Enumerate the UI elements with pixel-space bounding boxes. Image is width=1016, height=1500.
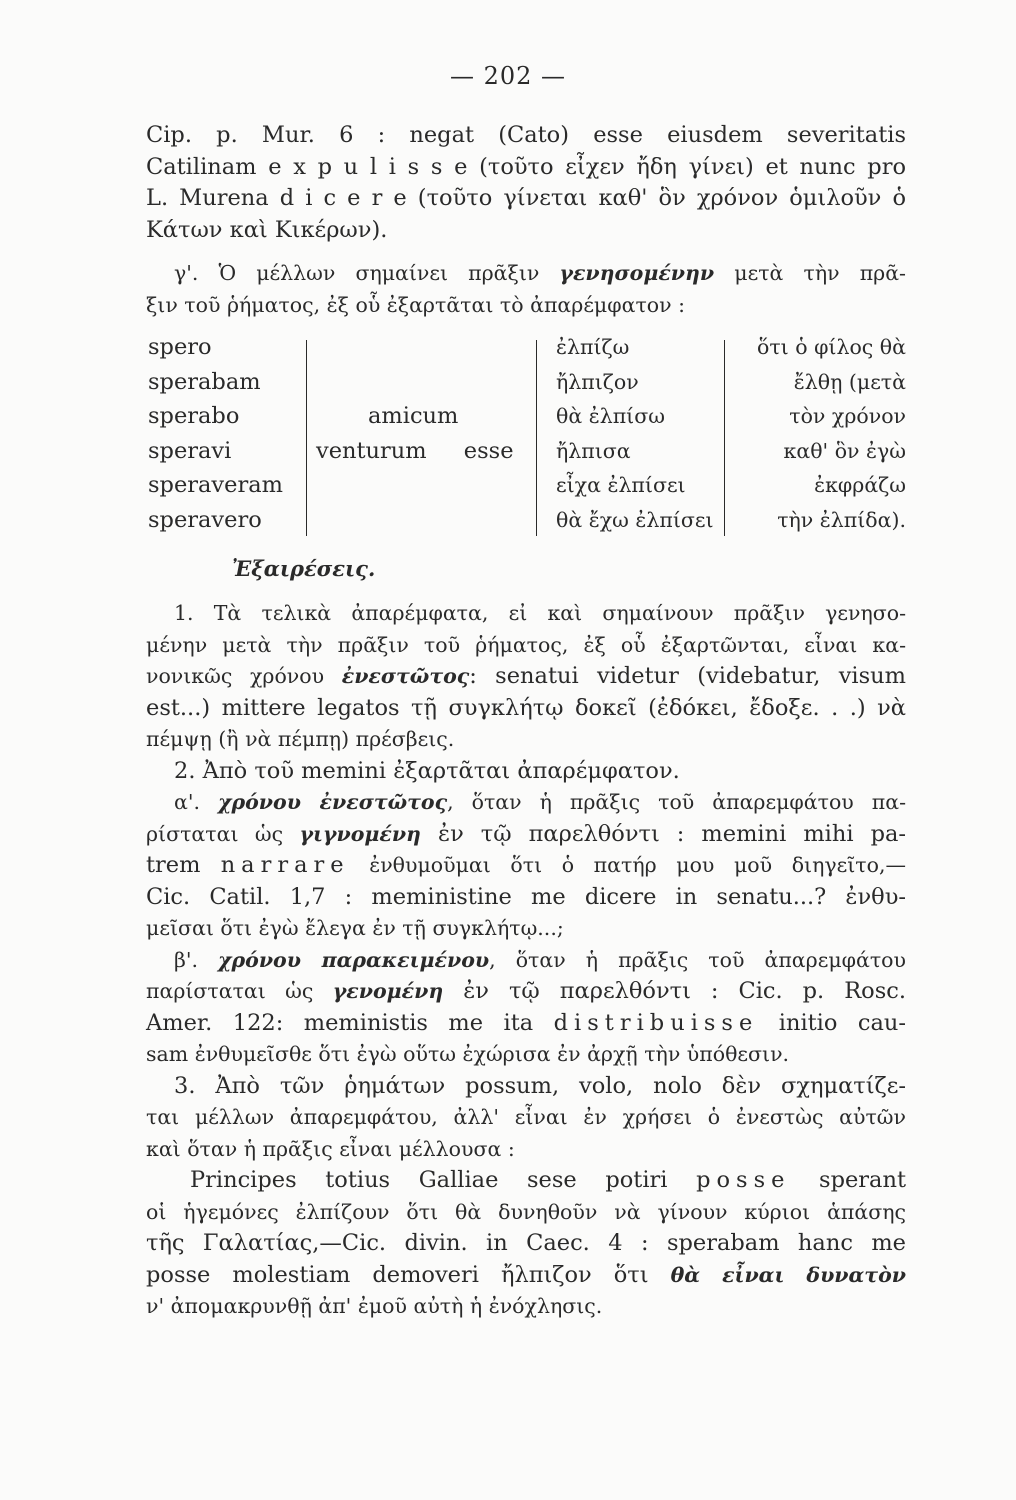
text-line: καὶ ὅταν ἡ πρᾶξις εἶναι μέλλουσα : [146, 1136, 515, 1161]
clause-line: τὸν χρόνον [789, 404, 906, 428]
text-line: 3. Ἀπὸ τῶν ῥημάτων possum, volo, nolo δὲν σχηματίζε- [174, 1072, 906, 1099]
text-line [146, 945, 906, 977]
text-line [146, 1165, 906, 1197]
text-line: Cip. p. Mur. 6 : negat (Cato) esse eiusdem severitatis [146, 122, 906, 148]
spaced-text: distribuisse [553, 1009, 759, 1036]
section-heading: Ἐξαιρέσεις. [232, 556, 376, 581]
text-run: Amer. 122: meministis me ita [146, 1009, 554, 1036]
text-run: Principes totius Galliae sese potiri [190, 1167, 697, 1193]
text-line: πέμψῃ (ἢ νὰ πέμπῃ) πρέσβεις. [146, 727, 455, 751]
text-run: νονικῶς χρόνου [146, 664, 342, 688]
latin-verb: sperabam [148, 368, 261, 395]
clause-line: ὅτι ὁ φίλος θὰ [756, 335, 906, 359]
greek-verb: ἐλπίζω [556, 335, 630, 359]
latin-verb: speravero [148, 506, 262, 533]
greek-clause-column [746, 330, 906, 537]
spaced-text: narrare [220, 852, 350, 878]
text-line [146, 1260, 906, 1292]
text-line [146, 258, 906, 290]
text-run: μετὰ τὴν πρᾶ- [714, 261, 906, 285]
greek-verb: θὰ ἐλπίσω [556, 404, 665, 428]
greek-verb: ἤλπισα [556, 438, 631, 463]
text-run: ἐνθυμοῦμαι ὅτι ὁ πατήρ μου μοῦ διηγεῖτο,— [349, 853, 906, 877]
greek-verb-column [556, 330, 714, 537]
text-line: ν' ἀπομακρυνθῇ ἀπ' ἐμοῦ αὐτὴ ἡ ἐνόχλησις. [146, 1294, 603, 1318]
text-line: 2. Ἀπὸ τοῦ memini ἐξαρτᾶται ἀπαρέμφατον. [174, 757, 680, 784]
clause-line: τὴν ἐλπίδα). [777, 507, 906, 532]
gamma-paragraph [146, 258, 906, 321]
text-line: Κάτων καὶ Κικέρων). [146, 216, 388, 243]
text-line: sam ἐνθυμεῖσθε ὅτι ἐγὼ οὕτω ἐχώρισα ἐν ἀρχῇ τὴν ὑπόθεσιν. [146, 1042, 790, 1066]
text-run: initio cau- [758, 1009, 906, 1036]
text-run: παρίσταται ὡς [146, 979, 333, 1003]
text-run: α'. [174, 790, 219, 814]
emphasis: ἐνεστῶτος [341, 664, 470, 688]
latin-verb: sperabo [148, 403, 240, 429]
text-line [146, 1008, 906, 1040]
greek-verb: ἤλπιζον [556, 369, 639, 394]
text-run: posse molestiam demoveri ἤλπιζον ὅτι [146, 1261, 671, 1288]
right-brace [536, 340, 545, 536]
conjugation-table [146, 330, 916, 545]
clause-brace [724, 340, 733, 536]
clause-line: καθ' ὃν ἐγὼ [783, 438, 906, 463]
spaced-text: posse [696, 1167, 791, 1193]
emphasis: θὰ εἶναι δυνατὸν [670, 1262, 906, 1287]
emphasis: γενομένη [332, 979, 444, 1003]
left-brace [298, 340, 307, 536]
text-line: est...) mittere legatos τῇ συγκλήτῳ δοκεῖ (ἐδόκει, ἔδοξε. . .) νὰ [146, 694, 906, 721]
text-line: τῆς Γαλατίας,—Cic. divin. in Caec. 4 : sperabam hanc me [146, 1230, 906, 1256]
text-run: , ὅταν ἡ πρᾶξις τοῦ ἀπαρεμφάτου [489, 947, 906, 972]
text-line: 1. Τὰ τελικὰ ἀπαρέμφατα, εἰ καὶ σημαίνουν πρᾶξιν γενησο- [174, 601, 906, 625]
emphasis: γιγνομένη [299, 821, 421, 846]
text-line: L. Murena d i c e r e (τοῦτο γίνεται καθ' ὃν χρόνον ὁμιλοῦν ὁ [146, 185, 906, 211]
clause-line: ἔλθῃ (μετὰ [793, 369, 906, 394]
text-line [146, 787, 906, 819]
emphasis: χρόνου παρακειμένου [218, 947, 490, 972]
text-line: οἱ ἡγεμόνες ἐλπίζουν ὅτι θὰ δυνηθοῦν νὰ γίνουν κύριοι ἁπάσης [146, 1199, 906, 1224]
page-number: — 202 — [449, 62, 567, 90]
text-line: ται μέλλων ἀπαρεμφάτου, ἀλλ' εἶναι ἐν χρήσει ὁ ἐνεστὼς αὐτῶν [146, 1105, 906, 1129]
text-line: μεῖσαι ὅτι ἐγὼ ἔλεγα ἐν τῇ συγκλήτῳ...; [146, 916, 564, 940]
intro-paragraph [146, 120, 906, 246]
emphasis: γενησομένην [559, 261, 715, 285]
object-line: venturum esse [316, 438, 514, 464]
text-line: ξιν τοῦ ῥήματος, ἐξ οὗ ἐξαρτᾶται τὸ ἀπαρέμφατον : [146, 292, 686, 317]
text-run: γ'. Ὁ μέλλων σημαίνει πρᾶξιν [174, 261, 560, 285]
latin-verb: speravi [148, 437, 232, 464]
emphasis: χρόνου ἐνεστῶτος [218, 790, 448, 814]
greek-verb: θὰ ἔχω ἐλπίσει [556, 507, 714, 532]
text-run: ἐν τῷ παρελθόντι : memini mihi pa- [420, 820, 906, 847]
text-run: ρίσταται ὡς [146, 821, 300, 846]
text-line [146, 661, 906, 693]
text-run: ἐν τῷ παρελθόντι : Cic. p. Rosc. [443, 978, 906, 1004]
text-line [146, 850, 906, 882]
latin-verb: speraveram [148, 472, 283, 498]
latin-verb: spero [148, 334, 212, 360]
clause-line: ἐκφράζω [814, 473, 906, 497]
text-line: Cic. Catil. 1,7 : meministine me dicere in senatu...? ἐνθυ- [146, 883, 906, 910]
text-run: : senatui videtur (videbatur, visum [469, 663, 906, 689]
text-run: β'. [174, 947, 219, 972]
text-run: trem [146, 852, 221, 878]
text-line: μένην μετὰ τὴν πρᾶξιν τοῦ ῥήματος, ἐξ οὗ ἐξαρτῶνται, εἶναι κα- [146, 632, 906, 657]
exceptions-section [146, 598, 906, 1323]
text-run: , ὅταν ἡ πρᾶξις τοῦ ἀπαρεμφάτου πα- [447, 790, 907, 814]
object-line: amicum [368, 403, 459, 429]
text-line: Catilinam e x p u l i s s e (τοῦτο εἶχεν ἤδη γίνει) et nunc pro [146, 153, 906, 180]
latin-verb-column [148, 330, 283, 537]
text-run: sperant [790, 1167, 907, 1193]
text-line [146, 976, 906, 1008]
greek-verb: εἶχα ἐλπίσει [556, 473, 686, 497]
text-line [146, 819, 906, 851]
